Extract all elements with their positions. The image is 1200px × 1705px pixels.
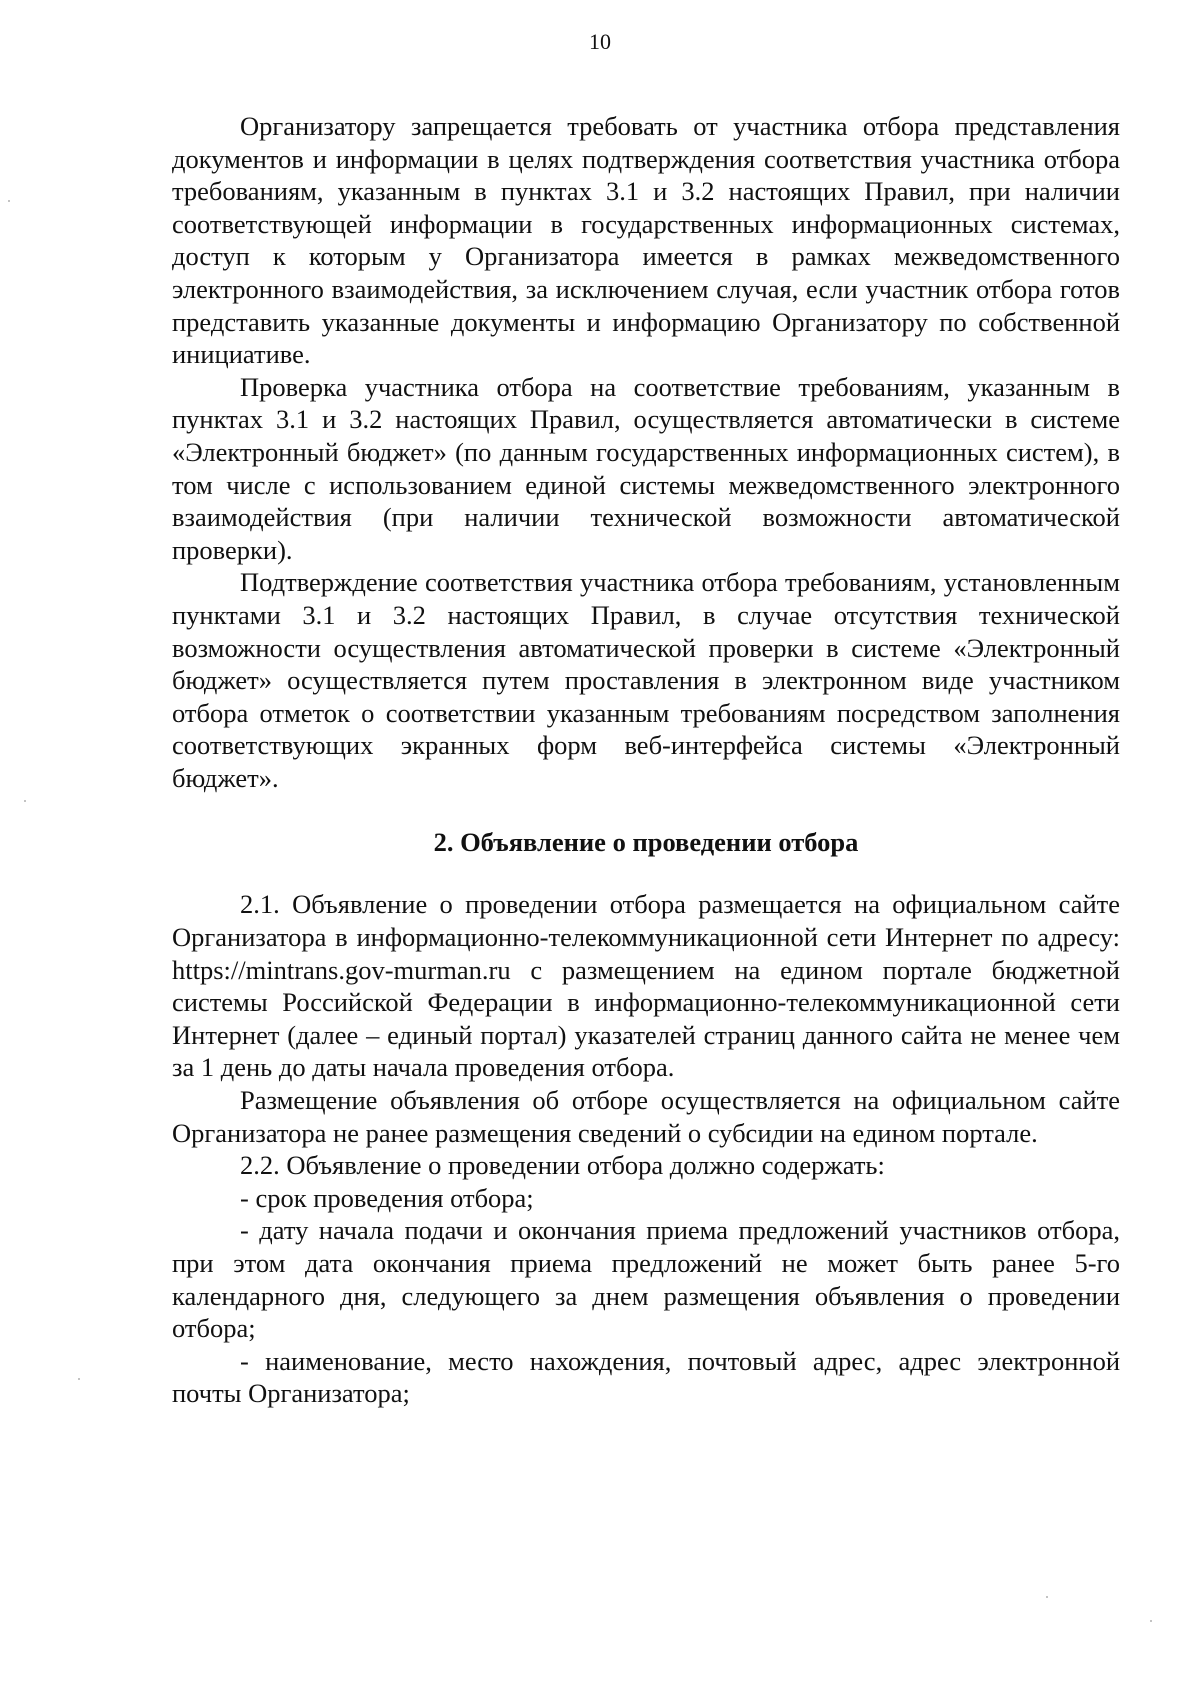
paragraph: Проверка участника отбора на соответствие требованиям, указанным в пунктах 3.1 и 3.2 настоящих Правил, осуществляется автоматически в системе «Электронный бюджет» (по данным государственных информационных систем), в том числе с использованием единой системы межведомственного электронного взаимодействия (при наличии технической возможности автоматической проверки). [172,371,1120,565]
paragraph: Организатору запрещается требовать от участника отбора представления документов и информации в целях подтверждения соответствия участника отбора требованиям, указанным в пунктах 3.1 и 3.2 настоящих Правил, при наличии соответствующей информации в государственных информационных системах, доступ к которым у Организатора имеется в рамках межведомственного электронного взаимодействия, за исключением случая, если участник отбора готов представить указанные документы и информацию Организатору по собственной инициативе. [172,111,1120,370]
paragraph: 2.2. Объявление о проведении отбора должно содержать: [240,1150,885,1181]
scan-artifact [8,200,10,202]
scan-artifact [24,800,26,802]
scan-artifact [1150,1620,1152,1622]
paragraph: Подтверждение соответствия участника отбора требованиям, установленным пунктами 3.1 и 3.2 настоящих Правил, в случае отсутствия технической возможности осуществления автоматической проверки в системе «Электронный бюджет» осуществляется путем проставления в электронном виде участником отбора отметок о соответствии указанным требованиям посредством заполнения соответствующих экранных форм веб-интерфейса системы «Электронный бюджет». [172,567,1120,793]
scan-artifact [78,1378,80,1380]
document-body [172,110,1120,1410]
paragraph: 2.1. Объявление о проведении отбора размещается на официальном сайте Организатора в информационно-телекоммуникационной сети Интернет по адресу: https://mintrans.gov-murman.ru с размещением на едином портале бюджетной системы Российской Федерации в информационно-телекоммуникационной сети Интернет (далее – единый портал) указателей страниц данного сайта не менее чем за 1 день до даты начала проведения отбора. [172,889,1120,1083]
list-item: - наименование, место нахождения, почтовый адрес, адрес электронной почты Организатора; [172,1345,1120,1409]
list-item: - дату начала подачи и окончания приема предложений участников отбора, при этом дата окончания приема предложений не может быть ранее 5-го календарного дня, следующего за днем размещения объявления о проведении отбора; [172,1215,1120,1344]
scan-artifact [1046,1596,1048,1598]
list-item: - срок проведения отбора; [240,1182,534,1213]
page-number: 10 [589,29,611,54]
paragraph: Размещение объявления об отборе осуществляется на официальном сайте Организатора не ранее размещения сведений о субсидии на едином портале. [172,1085,1120,1148]
section-heading: 2. Объявление о проведении отбора [433,827,859,858]
